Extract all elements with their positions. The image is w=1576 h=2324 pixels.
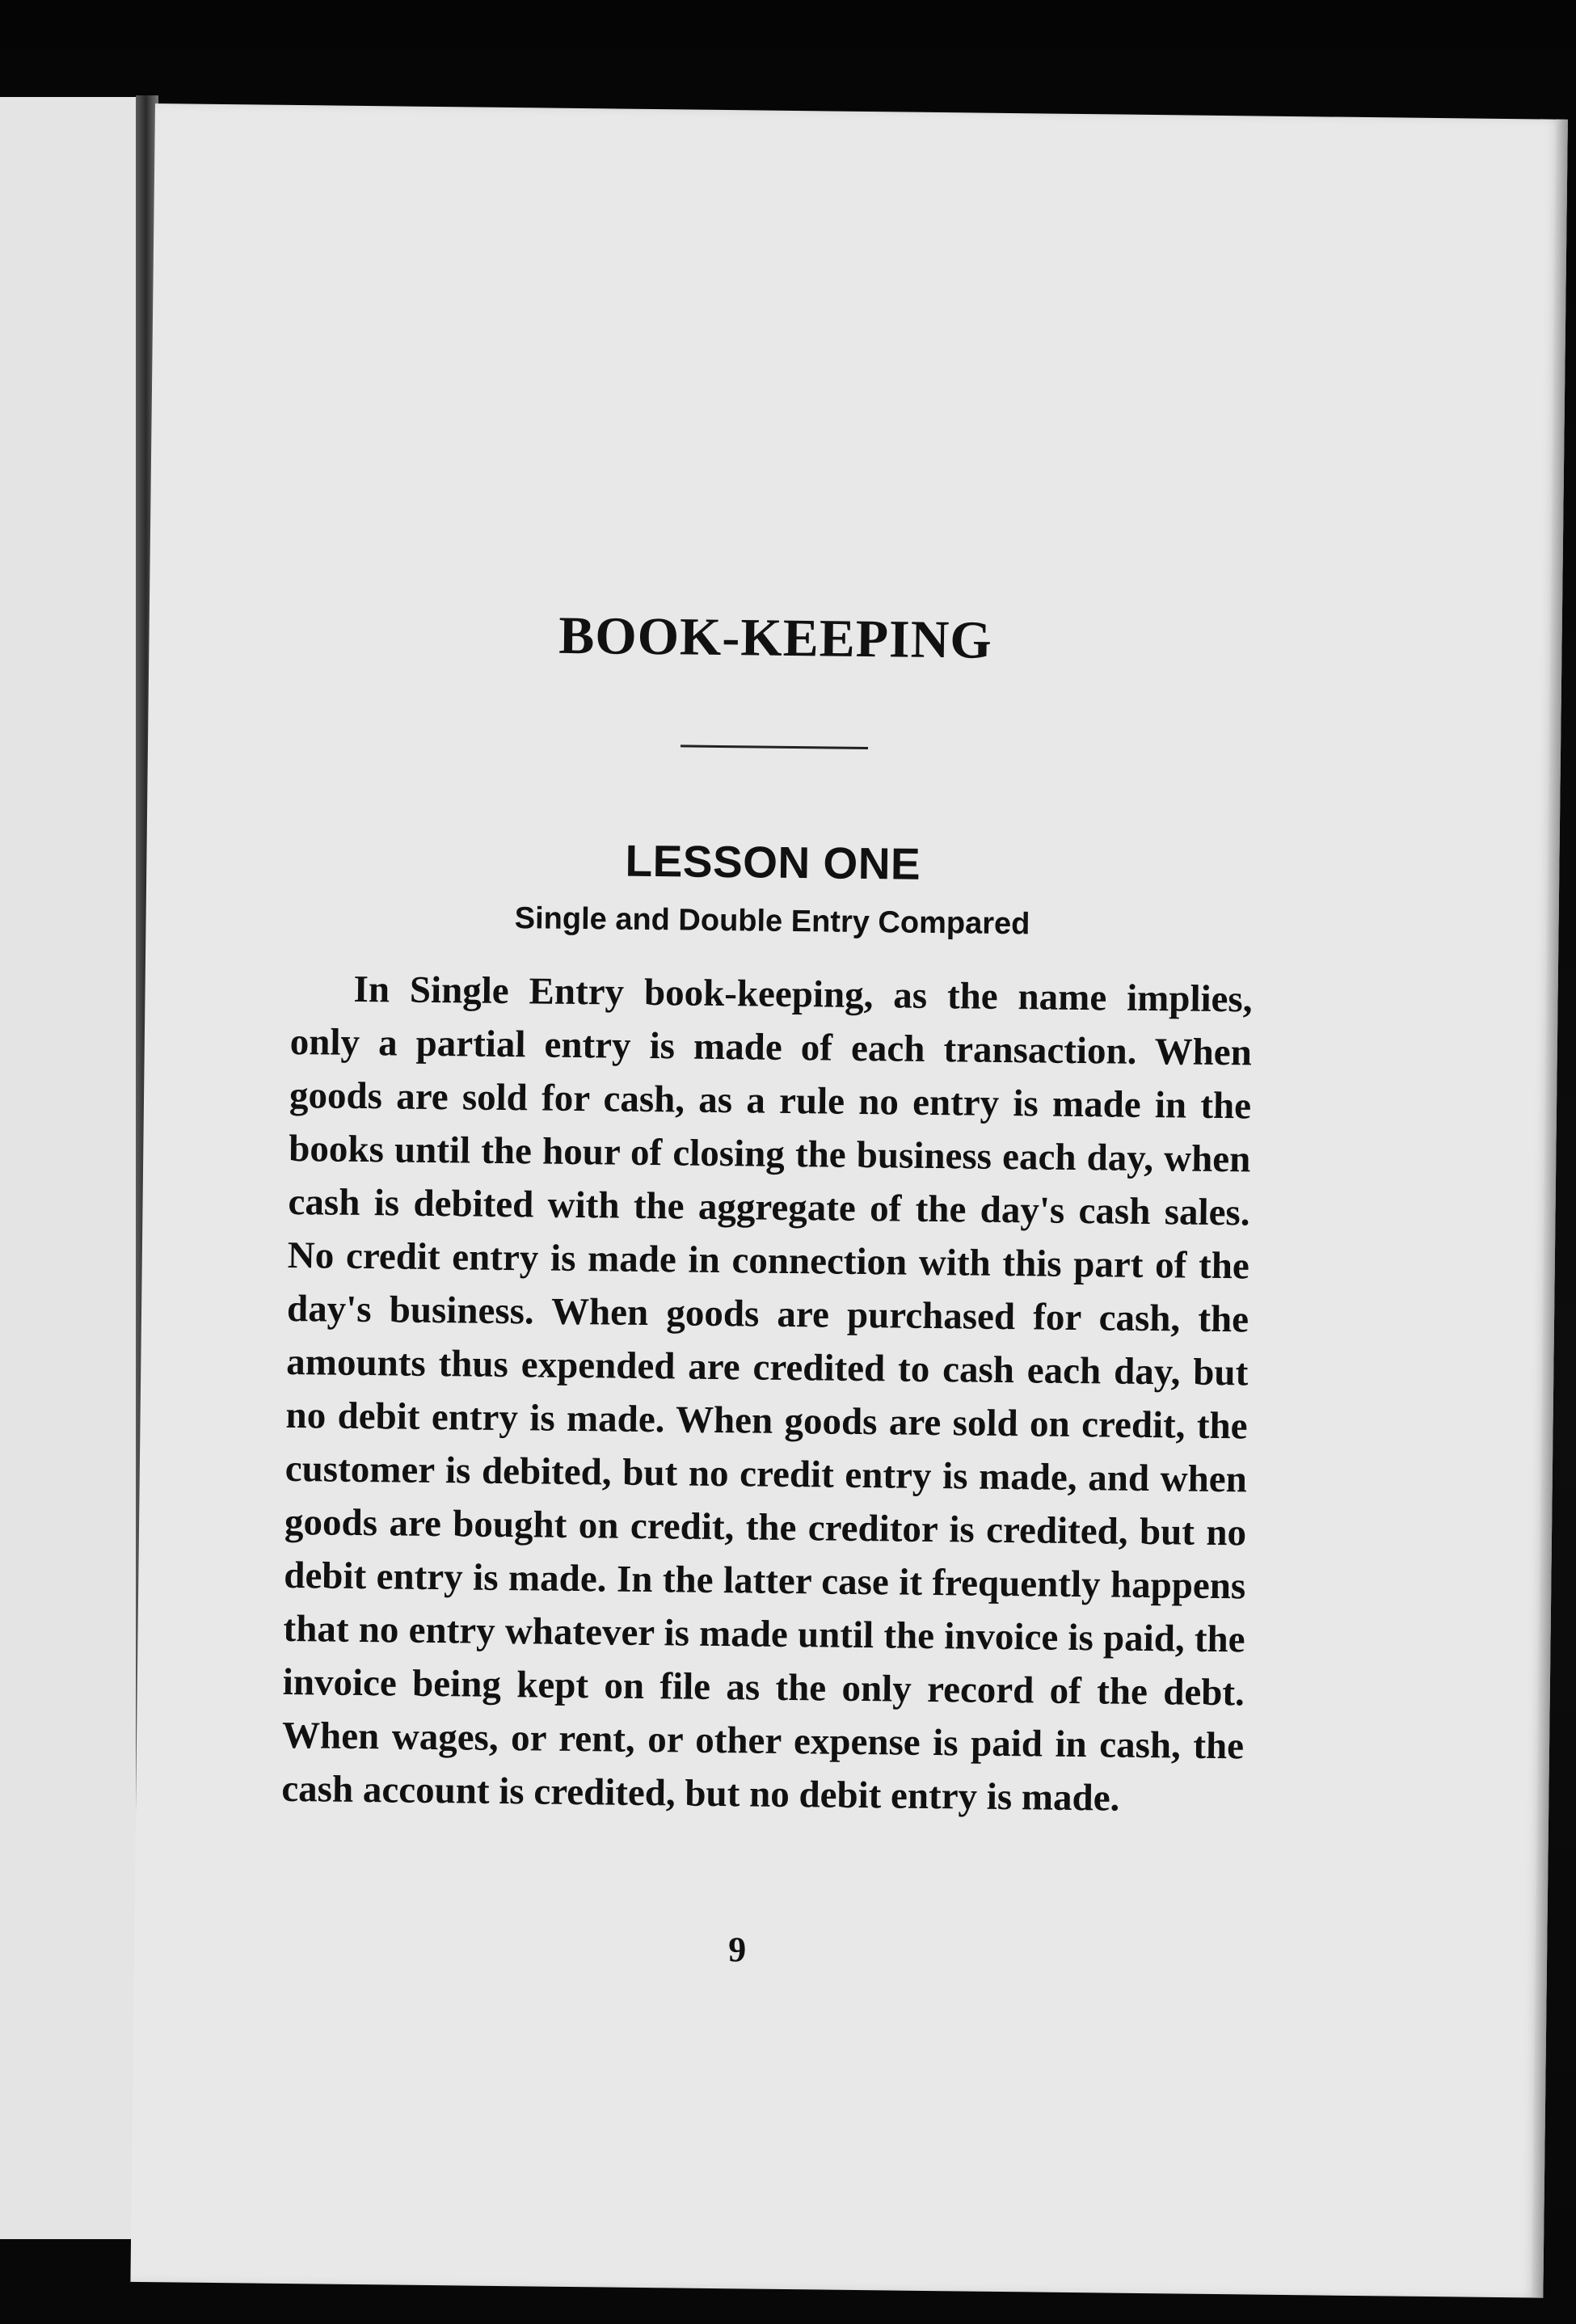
lesson-subtitle: Single and Double Entry Compared [514, 901, 1030, 942]
title-divider-rule [681, 744, 868, 749]
book-page [130, 103, 1567, 2298]
page-number: 9 [727, 1930, 747, 1970]
facing-page-edge [0, 97, 144, 2239]
lesson-title: LESSON ONE [625, 835, 921, 889]
page-content [281, 606, 1257, 1826]
book-title: BOOK-KEEPING [558, 605, 993, 670]
body-paragraph: In Single Entry book-keeping, as the name implies, only a partial entry is made of each transaction. When goods are sold for cash, as a rule no entry is made in the books until the hour of closing the business each day, when cash is debited with the aggregate of the day's cash sales. No credit entry is made in connection with this part of the day's business. When goods are purchased for cash, the amounts thus expended are credited to cash each day, but no debit entry is made. When goods are sold on credit, the customer is debited, but no credit entry is made, and when goods are bought on credit, the creditor is credited, but no debit entry is made. In the latter case it frequently happens that no entry whatever is made until the invoice is paid, the invoice being kept on file as the only record of the debt. When wages, or rent, or other expense is paid in cash, the cash account is credited, but no debit entry is made. [281, 968, 1253, 1820]
